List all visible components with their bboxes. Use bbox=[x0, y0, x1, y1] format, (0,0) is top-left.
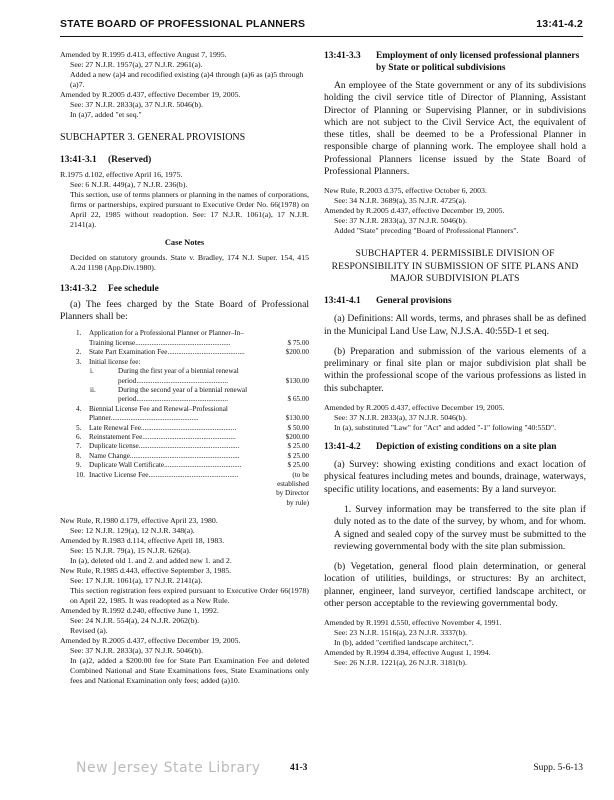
section-heading bbox=[324, 441, 586, 453]
fee-row bbox=[76, 377, 309, 386]
fee-label: Name Change............................................................. bbox=[89, 451, 240, 460]
note-line: New Rule, R.1980 d.179, effective April 23, 1980. bbox=[60, 516, 218, 526]
fee-number bbox=[76, 395, 118, 404]
fee-amount: $ 65.00 bbox=[287, 395, 309, 404]
fee-row bbox=[76, 442, 309, 451]
fee-schedule-table bbox=[76, 329, 309, 508]
fee-amount: $ 75.00 bbox=[287, 338, 309, 347]
fee-amount: established bbox=[277, 479, 309, 488]
note-line: See: 6 N.J.R. 449(a), 7 N.J.R. 236(b). bbox=[70, 180, 188, 190]
fee-number: 4. bbox=[76, 404, 82, 413]
note-line: Amended by R.2005 d.437, effective December 19, 2005. bbox=[60, 636, 241, 646]
fee-row bbox=[76, 424, 309, 433]
note-line: In (a)7, added "et seq." bbox=[70, 110, 142, 119]
fee-row bbox=[76, 329, 309, 338]
fee-label bbox=[89, 489, 271, 498]
fee-row bbox=[76, 499, 309, 508]
fee-number: 8. bbox=[76, 451, 82, 460]
section-number: 13:41-3.3 bbox=[324, 51, 361, 61]
note-line: New Rule, R.1985 d.443, effective September 3, 1985. bbox=[60, 566, 232, 576]
fee-label: period................................................... bbox=[118, 395, 229, 404]
note-line: Amended by R.1994 d.394, effective August 1, 1994. bbox=[324, 648, 491, 658]
fee-amount: $200.00 bbox=[285, 348, 309, 357]
paragraph-a: (a) Survey: showing existing conditions and exact location of physical features including metes and bounds, drainage, waterways, specific utility locations, and easements: By a land surveyor. bbox=[324, 459, 586, 495]
header-title: STATE BOARD OF PROFESSIONAL PLANNERS bbox=[60, 18, 306, 30]
fee-number: 1. bbox=[76, 329, 82, 338]
note-line: See: 12 N.J.R. 129(a), 12 N.J.R. 348(a). bbox=[70, 526, 195, 536]
fee-number: 3. bbox=[76, 357, 82, 366]
note-line: Added "State" preceding "Board of Professional Planners". bbox=[334, 226, 519, 236]
note-line: See: 15 N.J.R. 79(a), 15 N.J.R. 626(a). bbox=[70, 546, 191, 556]
case-notes-heading: Case Notes bbox=[164, 238, 205, 248]
note-line: Amended by R.1983 d.114, effective April 18, 1983. bbox=[60, 536, 225, 546]
section-title: Fee schedule bbox=[108, 283, 159, 294]
section-number: 13:41-3.1 bbox=[60, 155, 97, 166]
page-footer bbox=[60, 760, 583, 780]
subchapter-3-heading: SUBCHAPTER 3. GENERAL PROVISIONS bbox=[60, 132, 246, 143]
fee-number: 7. bbox=[76, 442, 82, 451]
fee-row bbox=[76, 395, 309, 404]
paragraph-b: (b) Vegetation, general flood plain determination, or general location of utilities, buildings, or structures: By an architect, planner, engineer, land surveyor, certified landscape architect, or other person acceptable to the reviewing governmental body. bbox=[324, 561, 586, 610]
fee-label: Inactive License Fee.................................................. bbox=[89, 470, 239, 479]
note-line: Amended by R.2005 d.437, effective December 19, 2005. bbox=[324, 206, 505, 216]
fee-row bbox=[76, 348, 309, 357]
history-notes-top bbox=[60, 50, 309, 120]
section-title: Employment of only licensed professional planners by State or political subdivisions bbox=[376, 51, 580, 73]
fee-amount bbox=[271, 386, 309, 395]
fee-row bbox=[76, 452, 309, 461]
fee-label: Late Renewal Fee..................................................... bbox=[89, 423, 237, 432]
note-line: In (b), added "certified landscape architect,". bbox=[334, 638, 474, 648]
note-line: New Rule, R.2003 d.375, effective October 6, 2003. bbox=[324, 186, 487, 196]
fee-row bbox=[76, 461, 309, 470]
fee-amount bbox=[271, 358, 309, 367]
fee-row bbox=[76, 358, 309, 367]
section-heading bbox=[324, 50, 586, 74]
note-line: See: 23 N.J.R. 1516(a), 23 N.J.R. 3337(b). bbox=[334, 628, 467, 638]
fee-amount bbox=[271, 405, 309, 414]
subchapter-4-heading: SUBCHAPTER 4. PERMISSIBLE DIVISION OF RESPONSIBILITY IN SUBMISSION OF SITE PLANS AND MAJOR SUBDIVISION PLATS bbox=[331, 248, 579, 284]
note-line: See: 37 N.J.R. 2833(a), 37 N.J.R. 5046(b). bbox=[70, 646, 203, 656]
fee-number: 6. bbox=[76, 432, 82, 441]
fee-number: 9. bbox=[76, 461, 82, 470]
fee-amount: $130.00 bbox=[285, 376, 309, 385]
fee-row bbox=[76, 480, 309, 489]
header-section: 13:41-4.2 bbox=[536, 18, 583, 30]
fee-amount bbox=[271, 367, 309, 376]
fee-label: period................................................... bbox=[118, 376, 229, 385]
fee-number bbox=[76, 489, 89, 498]
page-number: 41-3 bbox=[290, 763, 308, 773]
note-line: See: 17 N.J.R. 1061(a), 17 N.J.R. 2141(a). bbox=[70, 576, 203, 586]
fee-label: Duplicate license........................................................ bbox=[89, 442, 240, 451]
fee-row bbox=[76, 405, 309, 414]
fee-number: i. bbox=[90, 367, 94, 376]
paragraph-b: (b) Preparation and submission of the various elements of a preliminary or final site plan or major subdivision plat shall be within the professional scope of the various professions as listed in this subchapter. bbox=[324, 345, 586, 394]
fee-label: During the second year of a biennial renewal bbox=[118, 385, 248, 394]
section-number: 13:41-4.2 bbox=[324, 442, 361, 453]
fee-amount: (to be bbox=[292, 470, 309, 479]
fee-amount: $ 25.00 bbox=[287, 461, 309, 470]
fee-row bbox=[76, 414, 309, 423]
case-notes-text: Decided on statutory grounds. State v. Bradley, 174 N.J. Super. 154, 415 A.2d 1198 (App.Div.1980). bbox=[70, 252, 309, 272]
note-line: See: 27 N.J.R. 1957(a), 27 N.J.R. 2961(a). bbox=[70, 60, 203, 69]
fee-label: Biennial License Fee and Renewal–Professional bbox=[89, 404, 228, 413]
note-line: See: 24 N.J.R. 554(a), 24 N.J.R. 2062(b). bbox=[70, 616, 200, 626]
fee-label: Training license..................................................... bbox=[89, 338, 231, 347]
paragraph-a: (a) Definitions: All words, terms, and phrases shall be as defined in the Municipal Land Use Law, N.J.S.A. 40:55D-1 et seq. bbox=[324, 313, 586, 337]
library-watermark: New Jersey State Library bbox=[76, 760, 261, 776]
right-column bbox=[324, 50, 586, 668]
note-line: See: 37 N.J.R. 2833(a), 37 N.J.R. 5046(b). bbox=[70, 100, 203, 109]
fee-row bbox=[76, 471, 309, 480]
note-line: In (a)2, added a $200.00 fee for State Part Examination Fee and deleted Combined National and State Examinations fees, State Examinations only fees and National Examination only fees; added (a)10. bbox=[70, 656, 309, 686]
fee-number bbox=[76, 480, 89, 489]
fee-label: Initial license fee: bbox=[89, 357, 141, 366]
note-line: See: 26 N.J.R. 1221(a), 26 N.J.R. 3181(b). bbox=[334, 658, 467, 668]
fee-intro: (a) The fees charged by the State Board of Professional Planners shall be: bbox=[60, 298, 309, 323]
section-4-1-notes bbox=[324, 403, 586, 433]
fee-row bbox=[76, 386, 309, 395]
section-number: 13:41-3.2 bbox=[60, 283, 97, 294]
fee-number bbox=[76, 499, 89, 508]
note-line: Amended by R.2005 d.437, effective December 19, 2005. bbox=[60, 90, 241, 99]
section-heading bbox=[60, 283, 309, 295]
note-line: This section registration fees expired pursuant to Executive Order 66(1978) on April 22, 1985. It was readopted as a New Rule. bbox=[70, 586, 309, 606]
note-line: Amended by R.1995 d.413, effective August 7, 1995. bbox=[60, 50, 227, 59]
note-line: R.1975 d.102, effective April 16, 1975. bbox=[60, 170, 183, 180]
section-heading bbox=[324, 295, 586, 307]
fee-label bbox=[89, 480, 271, 489]
section-3-1-notes bbox=[60, 170, 309, 230]
note-line: Amended by R.1992 d.240, effective June 1, 1992. bbox=[60, 606, 219, 616]
fee-number: 2. bbox=[76, 348, 82, 357]
fee-row bbox=[76, 339, 309, 348]
fee-number bbox=[76, 377, 118, 386]
note-line: See: 34 N.J.R. 3689(a), 35 N.J.R. 4725(a). bbox=[334, 196, 467, 206]
section-3-2-notes bbox=[60, 516, 309, 686]
fee-amount: by rule) bbox=[286, 498, 309, 507]
fee-number: ii. bbox=[90, 385, 96, 394]
note-line: See: 37 N.J.R. 2833(a), 37 N.J.R. 5046(b). bbox=[334, 216, 467, 226]
fee-amount bbox=[271, 329, 309, 338]
fee-label bbox=[89, 499, 271, 508]
note-line: Amended by R.1991 d.550, effective November 4, 1991. bbox=[324, 618, 502, 628]
section-4-2-notes bbox=[324, 618, 586, 668]
fee-label: Planner................................................. bbox=[89, 414, 199, 423]
section-heading bbox=[60, 154, 309, 166]
supplement-date: Supp. 5-6-13 bbox=[533, 763, 583, 773]
fee-amount: $ 25.00 bbox=[287, 451, 309, 460]
fee-number: 5. bbox=[76, 423, 82, 432]
fee-amount: $ 25.00 bbox=[287, 442, 309, 451]
section-number: 13:41-4.1 bbox=[324, 296, 361, 307]
fee-label: During the first year of a biennial renewal bbox=[118, 367, 239, 376]
fee-label: Reinstatement Fee.................................................... bbox=[89, 432, 236, 441]
fee-label: Application for a Professional Planner or Planner–In– bbox=[89, 329, 244, 338]
fee-label: State Part Examination Fee........................................... bbox=[89, 348, 245, 357]
note-line: See: 37 N.J.R. 2833(a), 37 N.J.R. 5046(b). bbox=[334, 413, 467, 423]
fee-amount: $200.00 bbox=[285, 432, 309, 441]
note-line: In (a), deleted old 1. and 2. and added new 1. and 2. bbox=[70, 556, 232, 566]
fee-amount: $ 50.00 bbox=[287, 423, 309, 432]
fee-row bbox=[76, 489, 309, 498]
fee-row bbox=[76, 433, 309, 442]
fee-number: 10. bbox=[76, 470, 85, 479]
note-line: Added a new (a)4 and recodified existing (a)4 through (a)6 as (a)5 through (a)7. bbox=[70, 70, 304, 89]
section-3-3-body: An employee of the State government or any of its subdivisions holding the civil service title of Director of Planning, Assistant Director of Planning or Supervising Planner, or in subdivisions which are not subject to the Civil Service Act, the equivalent of these titles, shall be deemed to be a Professional Planner in responsible charge of planning work. The employee shall hold a Professional Planners license issued by the State Board of Professional Planners. bbox=[324, 80, 586, 178]
section-title: General provisions bbox=[376, 296, 452, 307]
running-header bbox=[60, 14, 583, 37]
fee-amount: by Director bbox=[276, 489, 309, 498]
paragraph-a1: 1. Survey information may be transferred to the site plan if duly noted as to the date of the survey, by whom, and for whom. A signed and sealed copy of the survey must be submitted to the reviewing governmental body with the site plan submission. bbox=[334, 503, 586, 552]
note-line: In (a), substituted "Law" for "Act" and added "-1" following "40:55D". bbox=[334, 423, 557, 433]
note-line: Revised (a). bbox=[70, 626, 108, 636]
note-line: This section, use of terms planners or planning in the names of corporations, firms or partnerships, expired pursuant to Executive Order No. 66(1978) on April 22, 1985 without readoption. See: 17 N.J.R. 1061(a), 17 N.J.R. 2141(a). bbox=[70, 190, 309, 230]
left-column bbox=[60, 50, 309, 686]
fee-number bbox=[76, 414, 89, 423]
section-title: (Reserved) bbox=[108, 155, 152, 166]
fee-label: Duplicate Wall Certificate........................................... bbox=[89, 461, 242, 470]
section-3-3-notes bbox=[324, 186, 586, 236]
fee-number bbox=[76, 339, 89, 348]
section-title: Depiction of existing conditions on a site plan bbox=[376, 442, 557, 453]
note-line: Amended by R.2005 d.437, effective December 19, 2005. bbox=[324, 403, 505, 413]
fee-amount: $130.00 bbox=[285, 414, 309, 423]
fee-row bbox=[76, 367, 309, 376]
